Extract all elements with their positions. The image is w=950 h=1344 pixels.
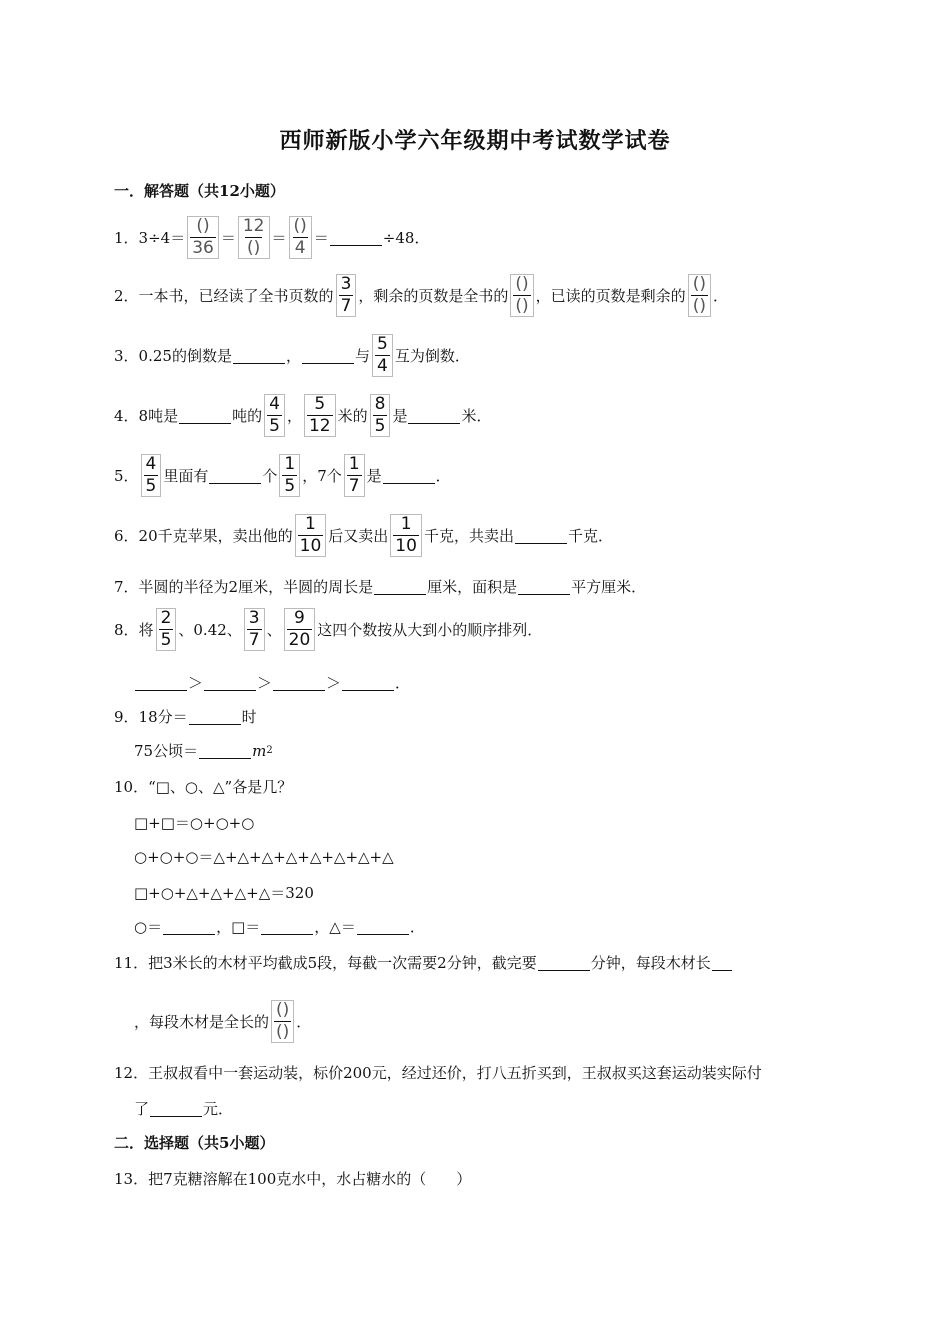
denominator: 7	[248, 630, 260, 650]
q-text: 将	[138, 621, 154, 639]
numerator: 9	[294, 608, 305, 628]
q-number: 8．	[114, 621, 139, 639]
equation-line: ○+○+○＝△+△+△+△+△+△+△+△	[134, 848, 394, 866]
fraction	[510, 274, 533, 317]
q-number: 6．	[114, 527, 139, 545]
q-text: 、	[266, 621, 282, 639]
answer-blank[interactable]	[163, 918, 215, 935]
q-text: ，已读的页数是剩余的	[535, 287, 686, 305]
numerator: 12	[242, 216, 265, 236]
question-9	[114, 706, 257, 727]
q-text: 分钟，每段木材长	[590, 954, 711, 972]
unit-m: m	[252, 741, 267, 760]
numerator: ()	[515, 274, 529, 294]
denominator: 10	[395, 536, 417, 556]
gt-sign: ＞	[326, 674, 342, 692]
fraction	[372, 334, 393, 377]
q-text: 个	[262, 467, 278, 485]
answer-blank[interactable]	[233, 347, 285, 364]
q-text: 了	[134, 1100, 150, 1118]
numerator: 1	[348, 454, 360, 474]
answer-blank[interactable]	[357, 918, 409, 935]
q-text: 半圆的半径为2厘米，半圆的周长是	[138, 578, 374, 596]
question-6	[114, 514, 613, 557]
q-text: 元．	[203, 1100, 234, 1118]
q-text: 后又卖出	[328, 527, 389, 545]
q-text: ．	[296, 1013, 312, 1031]
question-11	[114, 952, 733, 973]
numerator: 4	[145, 454, 157, 474]
fraction	[279, 454, 300, 497]
numerator: 5	[314, 394, 326, 414]
question-11-part-2	[134, 1000, 311, 1043]
q-text: ．	[712, 287, 728, 305]
q-number: 2．	[114, 287, 139, 305]
q-text: 3÷4＝	[138, 229, 186, 247]
answer-blank[interactable]	[179, 407, 231, 424]
page-title: 西师新版小学六年级期中考试数学试卷	[279, 128, 671, 154]
q-text: 里面有	[163, 467, 209, 485]
q-number: 11．	[114, 954, 149, 972]
q-text: 时	[241, 708, 257, 726]
answer-blank[interactable]	[342, 674, 394, 691]
denominator: 12	[308, 416, 331, 436]
q-number: 5．	[114, 467, 139, 485]
q-text: 这四个数按从大到小的顺序排列．	[317, 621, 543, 639]
fraction	[271, 1000, 294, 1043]
numerator: ()	[196, 216, 210, 236]
q-text: ，剩余的页数是全书的	[358, 287, 509, 305]
q-text: ，	[285, 347, 301, 365]
question-4	[114, 394, 491, 437]
answer-blank[interactable]	[383, 467, 435, 484]
answer-blank[interactable]	[204, 674, 256, 691]
answer-blank[interactable]	[538, 954, 590, 971]
q-text: 互为倒数．	[394, 347, 470, 365]
numerator: 1	[305, 514, 316, 534]
q-text: 把3米长的木材平均截成5段，每截一次需要2分钟，截完要	[148, 954, 537, 972]
question-3	[114, 334, 470, 377]
question-8	[114, 608, 542, 651]
answer-blank[interactable]	[261, 918, 313, 935]
q-text: 平方厘米．	[571, 578, 647, 596]
denominator: 4	[376, 356, 388, 376]
q-number: 12．	[114, 1064, 149, 1082]
question-10	[114, 776, 292, 797]
equation-line: □+□＝○+○+○	[134, 814, 255, 832]
q-number: 10．	[114, 778, 149, 796]
q-text: 0.25的倒数是	[138, 347, 232, 365]
answer-blank[interactable]	[330, 229, 382, 246]
answer-blank[interactable]	[518, 578, 570, 595]
fraction	[264, 394, 285, 437]
q-text: ÷48．	[382, 229, 430, 247]
answer-blank[interactable]	[712, 954, 732, 971]
gt-sign: ＞	[188, 674, 204, 692]
fraction	[390, 514, 422, 557]
answer-blank[interactable]	[150, 1100, 202, 1117]
q-text: 75公顷＝	[134, 742, 199, 760]
denominator: 36	[192, 238, 214, 258]
question-12-part-2	[134, 1098, 233, 1119]
question-8-ordering	[134, 672, 410, 693]
q-text: 把7克糖溶解在100克水中，水占糖水的（ ）	[148, 1170, 472, 1188]
denominator: 4	[294, 238, 306, 258]
denominator: 20	[288, 630, 311, 650]
question-5	[114, 454, 451, 497]
denominator: 5	[145, 476, 157, 496]
denominator: ()	[515, 296, 529, 316]
numerator: 2	[160, 608, 172, 628]
gt-sign: ＞	[257, 674, 273, 692]
q-number: 9．	[114, 708, 139, 726]
question-2	[114, 274, 728, 317]
section-heading-answer: 一．解答题（共12小题）	[114, 182, 285, 200]
q-text: ．	[395, 674, 411, 692]
question-7	[114, 576, 646, 597]
q-number: 1．	[114, 229, 139, 247]
numerator: 5	[376, 334, 388, 354]
q-text: ，每段木材是全长的	[134, 1013, 270, 1031]
question-1	[114, 216, 429, 259]
q-text: ．	[435, 467, 451, 485]
q-text: 千克，共卖出	[423, 527, 514, 545]
q-text: 8吨是	[138, 407, 179, 425]
fraction	[238, 216, 270, 259]
answer-blank[interactable]	[408, 407, 460, 424]
equation-line: □+○+△+△+△+△＝320	[134, 884, 314, 902]
q-text: 米的	[337, 407, 368, 425]
fraction	[156, 608, 177, 651]
q-text: ，△＝	[314, 918, 356, 936]
q-text: 是	[366, 467, 382, 485]
question-9-part-2	[134, 740, 273, 761]
q-text: 米．	[461, 407, 492, 425]
q-text: 吨的	[232, 407, 263, 425]
answer-blank[interactable]	[209, 467, 261, 484]
fraction	[304, 394, 336, 437]
q-text: ＝	[271, 229, 287, 247]
denominator: 7	[340, 296, 352, 316]
fraction	[688, 274, 711, 317]
q-text: ＝	[220, 229, 236, 247]
q-text: ，7个	[302, 467, 342, 485]
fraction	[336, 274, 357, 317]
answer-blank[interactable]	[273, 674, 325, 691]
q-text: 千克．	[567, 527, 613, 545]
denominator: 10	[299, 536, 322, 556]
q-text: 王叔叔看中一套运动装，标价200元，经过还价，打八五折买到，王叔叔买这套运动装实际付	[148, 1064, 762, 1082]
fraction	[370, 394, 391, 437]
numerator: ()	[293, 216, 307, 236]
q-text: ，□＝	[216, 918, 261, 936]
numerator: 8	[374, 394, 386, 414]
q-text: 是	[392, 407, 408, 425]
q-text: ．	[409, 918, 425, 936]
question-10-answers	[134, 916, 425, 937]
fraction	[344, 454, 365, 497]
q-text: 、0.42、	[178, 621, 242, 639]
q-text: ○＝	[134, 918, 163, 936]
q-text: 与	[354, 347, 370, 365]
numerator: 1	[284, 454, 296, 474]
q-text: ，	[286, 407, 302, 425]
fraction	[244, 608, 265, 651]
denominator: ()	[247, 238, 261, 258]
q-text: 18分＝	[138, 708, 188, 726]
answer-blank[interactable]	[135, 674, 187, 691]
denominator: 7	[348, 476, 360, 496]
q-text: 一本书，已经读了全书页数的	[138, 287, 334, 305]
question-12	[114, 1062, 762, 1083]
denominator: ()	[276, 1022, 290, 1042]
numerator: ()	[276, 1000, 290, 1020]
answer-blank[interactable]	[374, 578, 426, 595]
numerator: 1	[400, 514, 412, 534]
question-13	[114, 1168, 471, 1189]
q-number: 13．	[114, 1170, 149, 1188]
q-text: 厘米，面积是	[427, 578, 518, 596]
denominator: 5	[269, 416, 280, 436]
fraction	[295, 514, 327, 557]
q-number: 3．	[114, 347, 139, 365]
fraction	[187, 216, 219, 259]
numerator: 3	[340, 274, 352, 294]
denominator: 5	[374, 416, 386, 436]
fraction	[289, 216, 312, 259]
q-number: 7．	[114, 578, 139, 596]
denominator: 5	[284, 476, 296, 496]
q-text: “□、○、△”各是几？	[148, 778, 293, 796]
section-heading-choice: 二．选择题（共5小题）	[114, 1134, 275, 1152]
numerator: ()	[692, 274, 706, 294]
answer-blank[interactable]	[302, 347, 354, 364]
fraction	[141, 454, 162, 497]
q-text: 20千克苹果，卖出他的	[138, 527, 293, 545]
numerator: 4	[269, 394, 280, 414]
answer-blank[interactable]	[199, 742, 251, 759]
answer-blank[interactable]	[189, 708, 241, 725]
numerator: 3	[248, 608, 260, 628]
q-text: ＝	[313, 229, 329, 247]
answer-blank[interactable]	[515, 527, 567, 544]
unit-exponent: 2	[266, 745, 273, 756]
denominator: ()	[692, 296, 706, 316]
denominator: 5	[160, 630, 172, 650]
q-number: 4．	[114, 407, 139, 425]
fraction	[284, 608, 316, 651]
